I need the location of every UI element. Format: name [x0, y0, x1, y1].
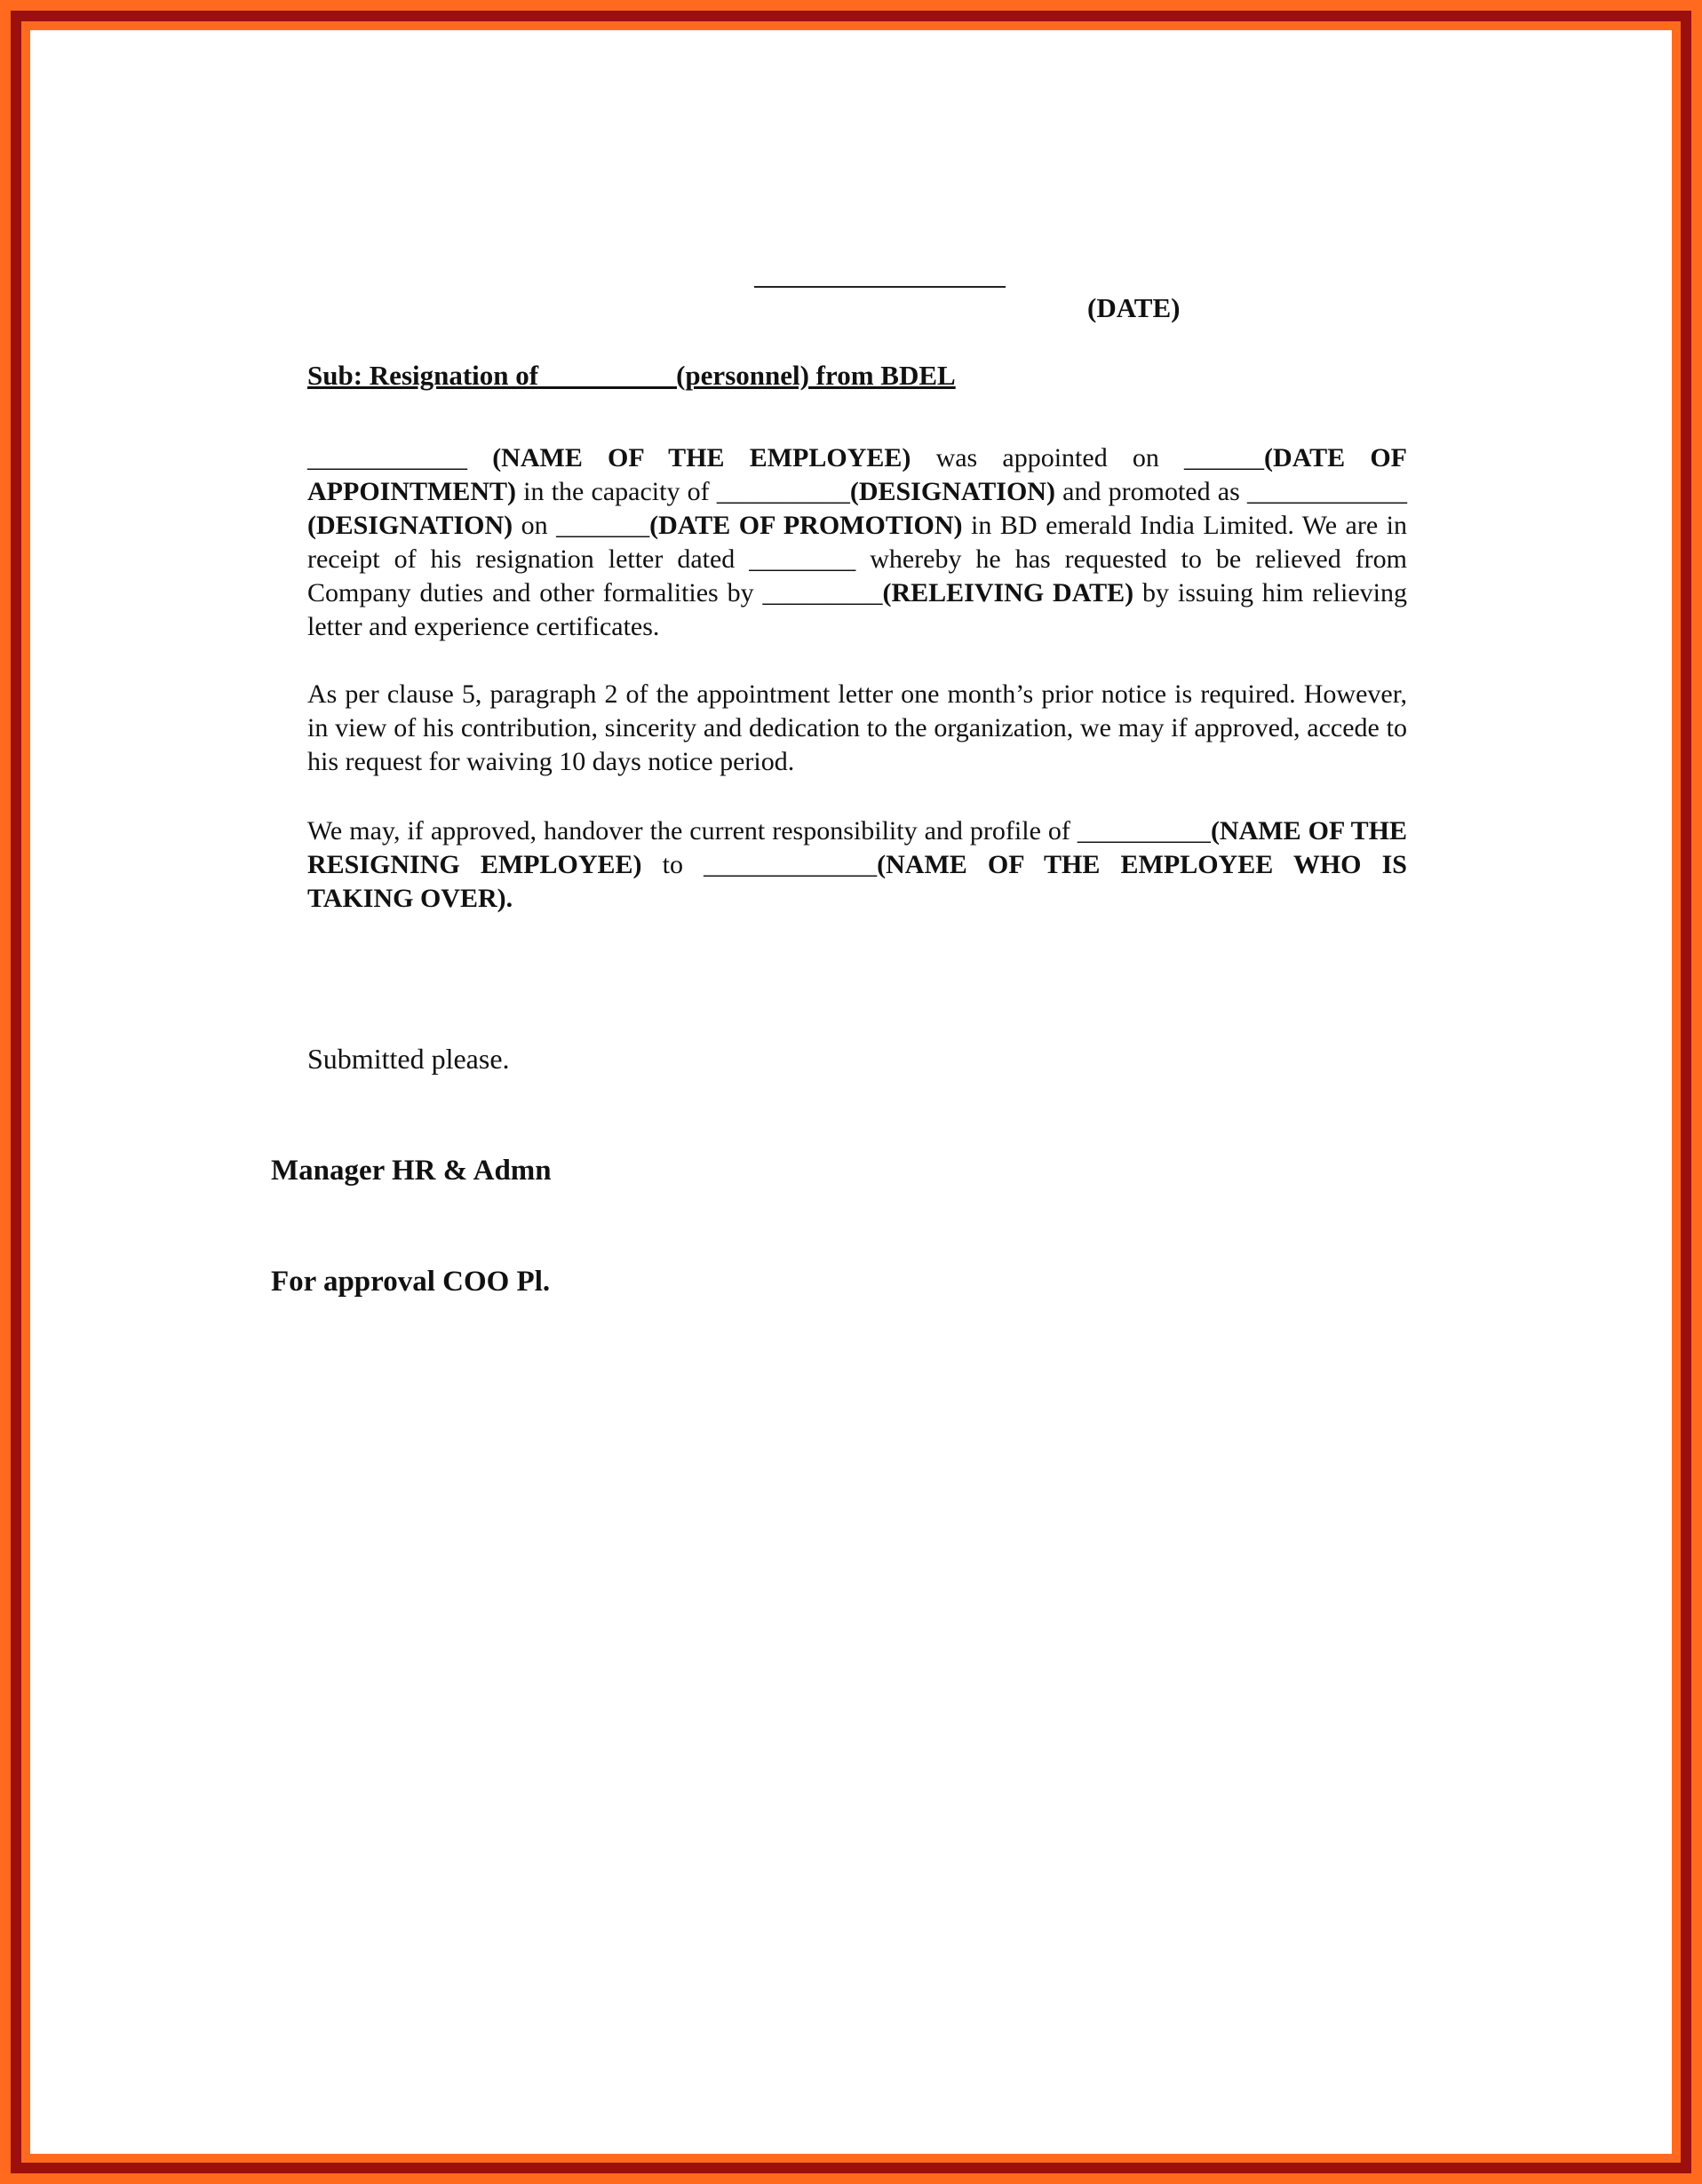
- letter-page: [30, 30, 1672, 2154]
- p1-text: in BD emerald India Limited. We are in receipt of his resignation letter dated ________ whereby he has requested to be relieved from Company duties and other formalities by _________: [307, 511, 1407, 608]
- subject-line: Sub: Resignation of__________(personnel) from BDEL: [307, 360, 956, 391]
- p1-text: and promoted as ____________: [1054, 477, 1407, 506]
- p1-bold-name: (NAME OF THE EMPLOYEE): [492, 443, 911, 473]
- p3-bold-resigning: (NAME OF THE RESIGNING EMPLOYEE): [307, 816, 1407, 879]
- date-label: (DATE): [1087, 292, 1181, 323]
- p1-text: in the capacity of __________: [516, 477, 850, 506]
- approval-line: For approval COO Pl.: [271, 1266, 551, 1298]
- paragraph-appointment: [307, 441, 1407, 644]
- p1-text: by issuing him relieving letter and experience certificates.: [307, 578, 1407, 641]
- p1-bold-designation: (DESIGNATION): [849, 477, 1055, 506]
- paragraph-notice: As per clause 5, paragraph 2 of the appointment letter one month’s prior notice is required. However, in view of his contribution, sincerity and dedication to the organization, we may if approved, accede to his request for waiving 10 days notice period.: [307, 679, 1407, 776]
- date-blank-line: [754, 286, 1006, 288]
- p1-bold-relieving-date: (RELEIVING DATE): [882, 578, 1134, 608]
- submitted-please: Submitted please.: [307, 1043, 510, 1075]
- p1-bold-date-appointment: (DATE OF APPOINTMENT): [307, 443, 1407, 506]
- p1-text: was appointed on ______: [911, 443, 1265, 473]
- p3-text: We may, if approved, handover the current responsibility and profile of __________: [307, 816, 1211, 846]
- p3-text: to _____________: [641, 850, 878, 879]
- signatory-title: Manager HR & Admn: [271, 1155, 552, 1187]
- paragraph-handover: [307, 814, 1407, 916]
- p1-bold-date-promotion: (DATE OF PROMOTION): [649, 511, 963, 540]
- p1-bold-designation-2: (DESIGNATION): [307, 511, 513, 540]
- p1-text: ____________: [307, 443, 493, 473]
- p3-bold-taking-over: (NAME OF THE EMPLOYEE WHO IS TAKING OVER).: [307, 850, 1407, 913]
- p1-text: on _______: [513, 511, 650, 540]
